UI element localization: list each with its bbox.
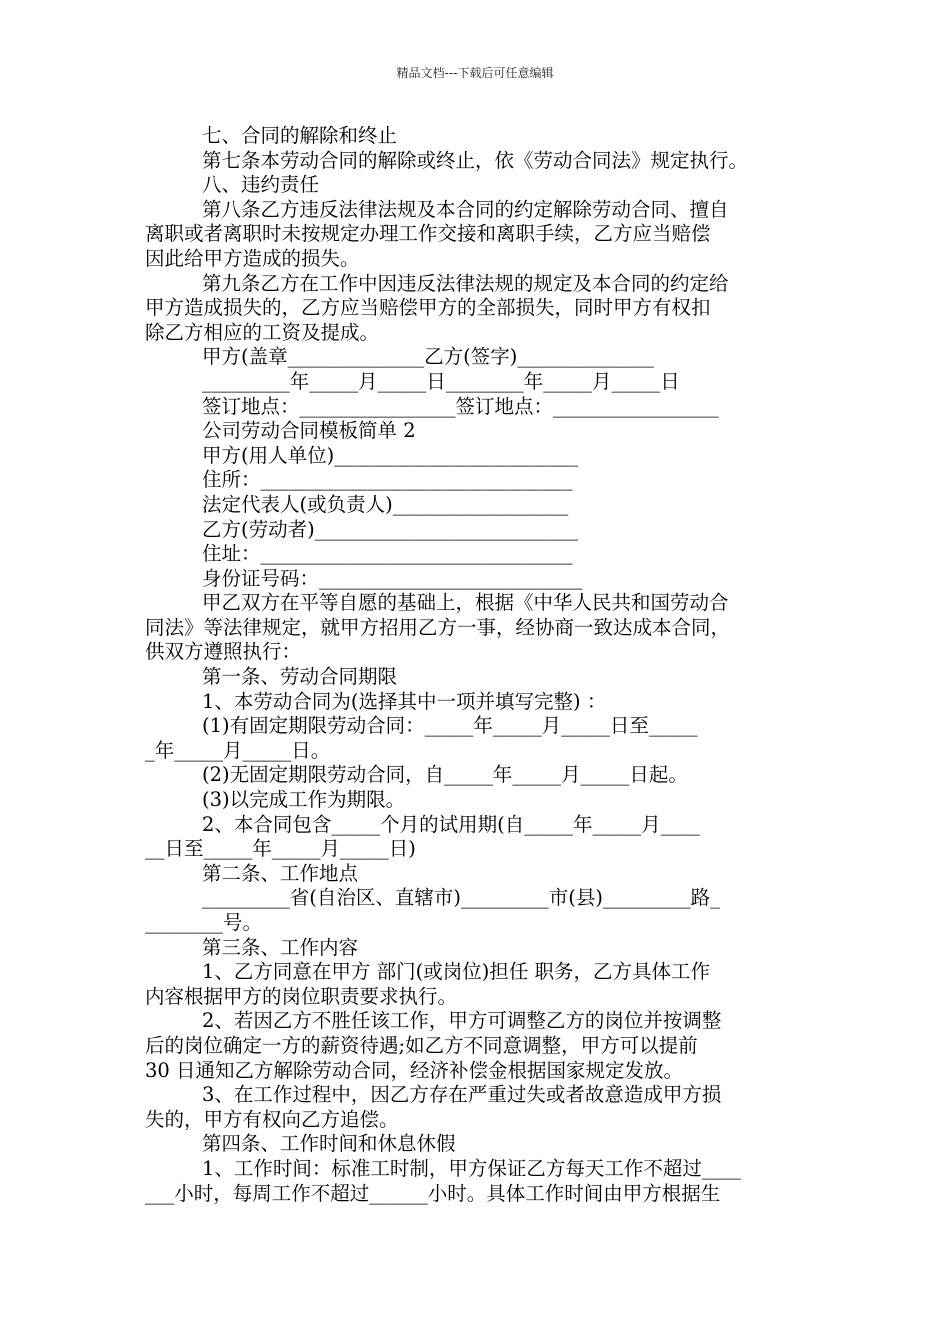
- document-line: ________号。: [145, 911, 263, 934]
- document-line: (1)有固定期限劳动合同：_____年_____月_____日至_____: [202, 714, 698, 738]
- document-line: 第三条、工作内容: [202, 935, 359, 959]
- document-line: 七、合同的解除和终止: [202, 124, 398, 147]
- document-line: 因此给甲方造成的损失。: [145, 246, 360, 270]
- document-line: 第四条、工作时间和休息休假: [202, 1132, 456, 1156]
- document-line: 后的岗位确定一方的薪资待遇;如乙方不同意调整，甲方可以提前: [145, 1033, 698, 1057]
- document-line: 甲方造成损失的，乙方应当赔偿甲方的全部损失，同时甲方有权扣: [145, 296, 711, 320]
- document-line: 第一条、劳动合同期限: [202, 665, 398, 689]
- document-line: (2)无固定期限劳动合同，自_____年_____月_____日起。: [202, 763, 688, 787]
- document-line: _________年_____月_____日________年_____月_____日: [202, 369, 680, 393]
- document-line: 八、违约责任: [202, 173, 320, 197]
- document-line: 供双方遵照执行：: [145, 640, 302, 664]
- document-line: 甲方(盖章______________乙方(签字)______________: [202, 345, 654, 369]
- document-body: [145, 124, 817, 1206]
- document-line: _________省(自治区、直辖市)_________市(县)_________路_: [202, 886, 720, 910]
- document-line: 内容根据甲方的岗位职责要求执行。: [145, 984, 458, 1008]
- document-line: 身份证号码：___________________________: [202, 566, 583, 590]
- document-line: _年_____月_____日。: [145, 738, 331, 762]
- document-line: 1、工作时间：标准工时制，甲方保证乙方每天工作不超过____: [202, 1156, 741, 1180]
- document-line: 法定代表人(或负责人)__________________: [202, 492, 569, 516]
- document-line: (3)以完成工作为期限。: [202, 788, 406, 812]
- document-line: 第二条、工作地点: [202, 861, 359, 885]
- document-line: 签订地点：________________签订地点：_________________: [202, 394, 719, 418]
- document-line: 失的，甲方有权向乙方追偿。: [145, 1107, 399, 1131]
- document-line: 2、若因乙方不胜任该工作，甲方可调整乙方的岗位并按调整: [202, 1009, 722, 1033]
- document-line: 同法》等法律规定，就甲方招用乙方一事，经协商一致达成本合同，: [145, 615, 731, 639]
- document-line: 乙方(劳动者)___________________________: [202, 517, 578, 541]
- document-line: ___小时，每周工作不超过______小时。具体工作时间由甲方根据生: [145, 1181, 721, 1205]
- document-line: 1、乙方同意在甲方 部门(或岗位)担任 职务，乙方具体工作: [202, 960, 711, 984]
- document-line: __日至_____年_____月_____日): [145, 837, 416, 861]
- document-line: 3、在工作过程中，因乙方存在严重过失或者故意造成甲方损: [202, 1083, 722, 1107]
- document-line: 1、本劳动合同为(选择其中一项并填写完整) ：: [202, 689, 607, 713]
- document-line: 住址：________________________________: [202, 542, 573, 566]
- page-header-note: 精品文档---下载后可任意编辑: [396, 66, 554, 80]
- document-line: 住所：________________________________: [202, 468, 573, 492]
- document-line: 公司劳动合同模板简单 2: [202, 419, 416, 443]
- document-line: 第九条乙方在工作中因违反法律法规的规定及本合同的约定给: [202, 271, 729, 295]
- document-line: 甲乙双方在平等自愿的基础上，根据《中华人民共和国劳动合: [202, 591, 729, 615]
- document-line: 2、本合同包含_____个月的试用期(自_____年_____月____: [202, 812, 700, 836]
- document-line: 30 日通知乙方解除劳动合同，经济补偿金根据国家规定发放。: [145, 1058, 684, 1082]
- document-line: 第七条本劳动合同的解除或终止，依《劳动合同法》规定执行。: [202, 148, 749, 172]
- document-line: 除乙方相应的工资及提成。: [145, 320, 380, 344]
- document-line: 甲方(用人单位)_________________________: [202, 443, 578, 467]
- document-line: 第八条乙方违反法律法规及本合同的约定解除劳动合同、擅自: [202, 197, 729, 221]
- document-line: 离职或者离职时未按规定办理工作交接和离职手续，乙方应当赔偿: [145, 222, 711, 246]
